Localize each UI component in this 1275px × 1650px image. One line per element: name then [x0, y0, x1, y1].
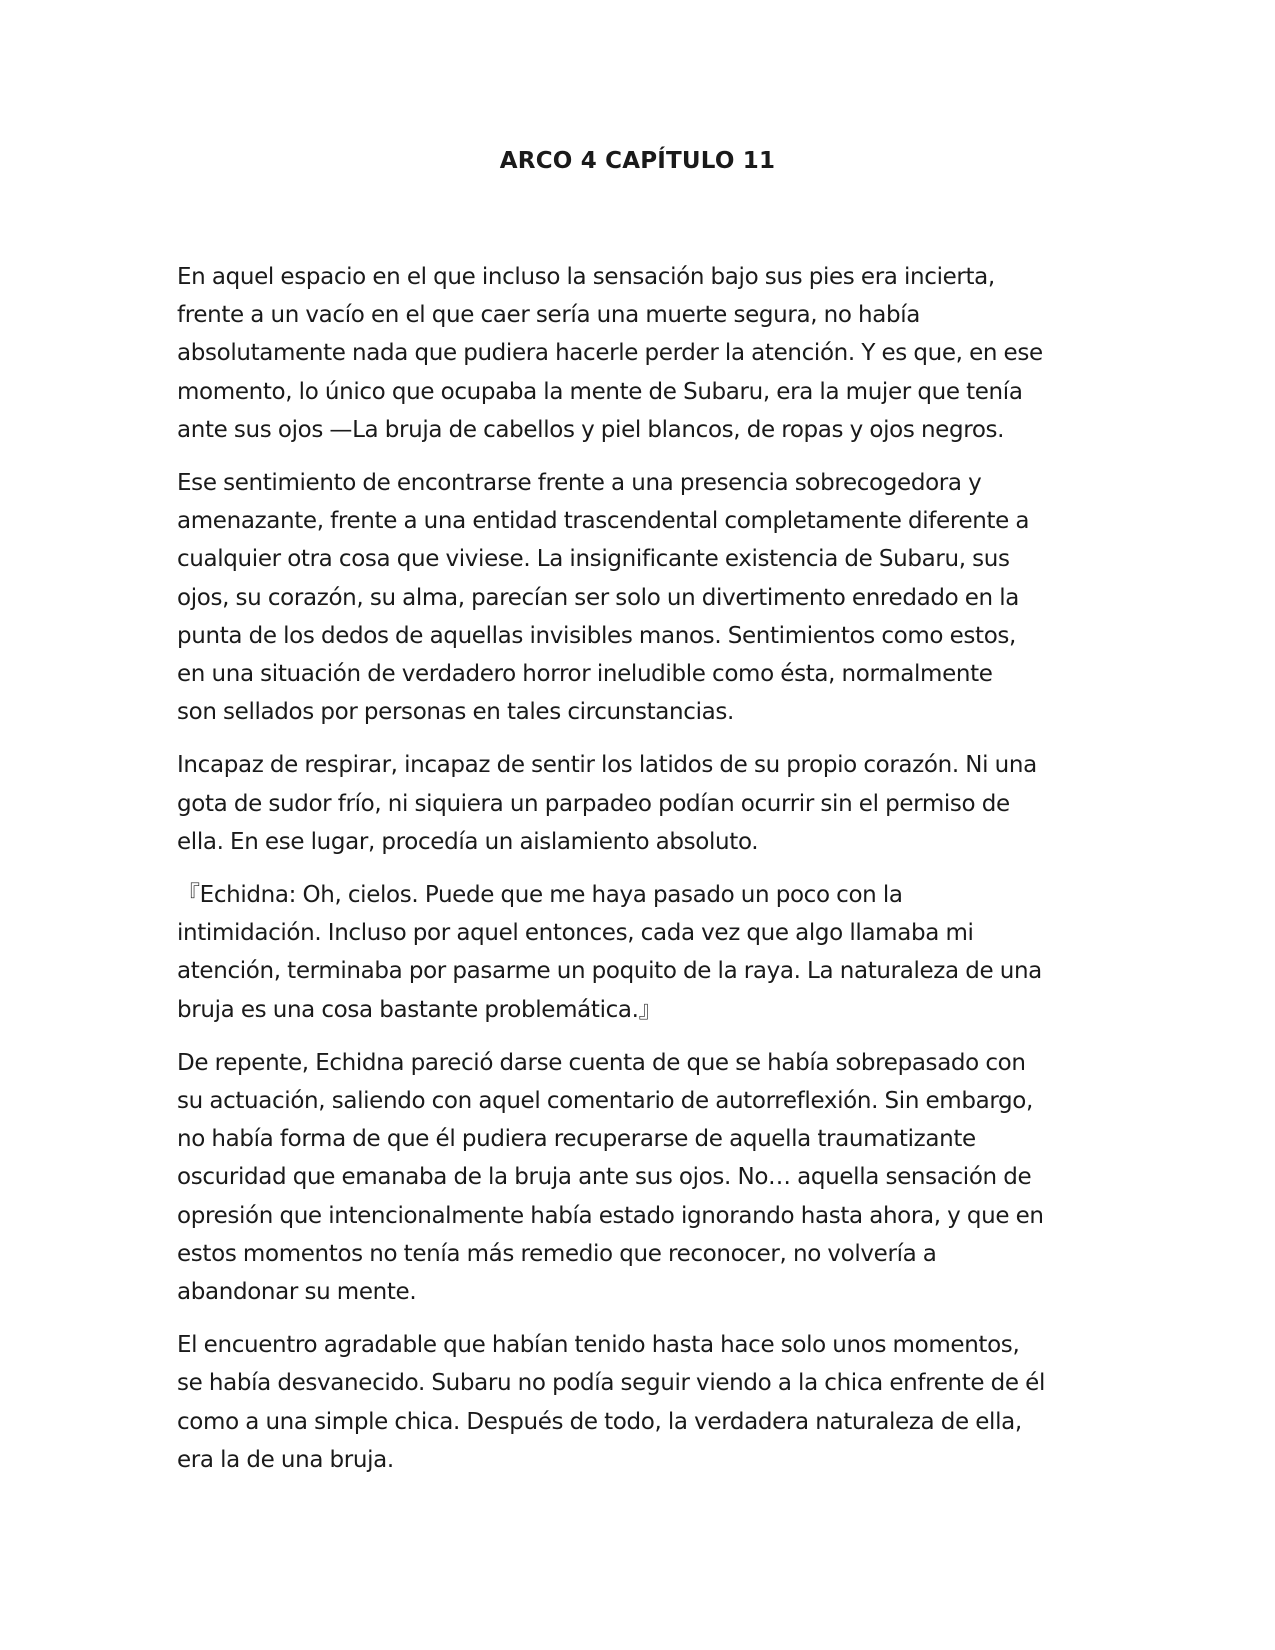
text-line: gota de sudor frío, ni siquiera un parpadeo podían ocurrir sin el permiso de — [177, 790, 1010, 817]
text-line: opresión que intencionalmente había estado ignorando hasta ahora, y que en — [177, 1202, 1044, 1229]
paragraph-1 — [177, 258, 1102, 449]
chapter-body — [177, 258, 1102, 1494]
text-line: El encuentro agradable que habían tenido hasta hace solo unos momentos, — [177, 1332, 1020, 1359]
text-line: como a una simple chica. Después de todo, la verdadera naturaleza de ella, — [177, 1408, 1022, 1435]
text-line: ojos, su corazón, su alma, parecían ser solo un divertimento enredado en la — [177, 584, 1020, 611]
chapter-title: ARCO 4 CAPÍTULO 11 — [499, 148, 776, 174]
text-line: intimidación. Incluso por aquel entonces, cada vez que algo llamaba mi — [177, 920, 974, 947]
text-line: absolutamente nada que pudiera hacerle perder la atención. Y es que, en ese — [177, 340, 1043, 367]
text-line: era la de una bruja. — [177, 1446, 394, 1473]
text-line: atención, terminaba por pasarme un poquito de la raya. La naturaleza de una — [177, 958, 1042, 985]
paragraph-5 — [177, 1044, 1102, 1311]
paragraph-4-dialogue — [177, 876, 1102, 1029]
text-line: bruja es una cosa bastante problemática.』 — [177, 996, 662, 1023]
text-line: Incapaz de respirar, incapaz de sentir los latidos de su propio corazón. Ni una — [177, 752, 1037, 779]
text-line: su actuación, saliendo con aquel comentario de autorreflexión. Sin embargo, — [177, 1088, 1033, 1115]
text-line: cualquier otra cosa que viviese. La insignificante existencia de Subaru, sus — [177, 546, 1010, 573]
text-line: frente a un vacío en el que caer sería una muerte segura, no había — [177, 302, 921, 329]
text-line: punta de los dedos de aquellas invisibles manos. Sentimientos como estos, — [177, 622, 1017, 649]
text-line: se había desvanecido. Subaru no podía seguir viendo a la chica enfrente de él — [177, 1370, 1046, 1397]
text-line: son sellados por personas en tales circunstancias. — [177, 699, 734, 726]
text-line: amenazante, frente a una entidad trascendental completamente diferente a — [177, 508, 1030, 535]
text-line: en una situación de verdadero horror ineludible como ésta, normalmente — [177, 661, 993, 688]
text-line: momento, lo único que ocupaba la mente de Subaru, era la mujer que tenía — [177, 378, 1023, 405]
text-line: 『Echidna: Oh, cielos. Puede que me haya pasado un poco con la — [177, 882, 903, 909]
text-line: En aquel espacio en el que incluso la sensación bajo sus pies era incierta, — [177, 264, 995, 290]
text-line: no había forma de que él pudiera recuperarse de aquella traumatizante — [177, 1126, 976, 1153]
text-line: ella. En ese lugar, procedía un aislamiento absoluto. — [177, 828, 759, 855]
text-line: ante sus ojos —La bruja de cabellos y piel blancos, de ropas y ojos negros. — [177, 416, 1005, 443]
text-line: oscuridad que emanaba de la bruja ante sus ojos. No… aquella sensación de — [177, 1164, 1032, 1191]
text-line: De repente, Echidna pareció darse cuenta de que se había sobrepasado con — [177, 1049, 1026, 1076]
text-line: abandonar su mente. — [177, 1279, 417, 1306]
paragraph-3 — [177, 746, 1102, 861]
text-line: Ese sentimiento de encontrarse frente a una presencia sobrecogedora y — [177, 470, 982, 497]
paragraph-6 — [177, 1326, 1102, 1479]
text-line: estos momentos no tenía más remedio que reconocer, no volvería a — [177, 1240, 937, 1267]
paragraph-2 — [177, 464, 1102, 731]
